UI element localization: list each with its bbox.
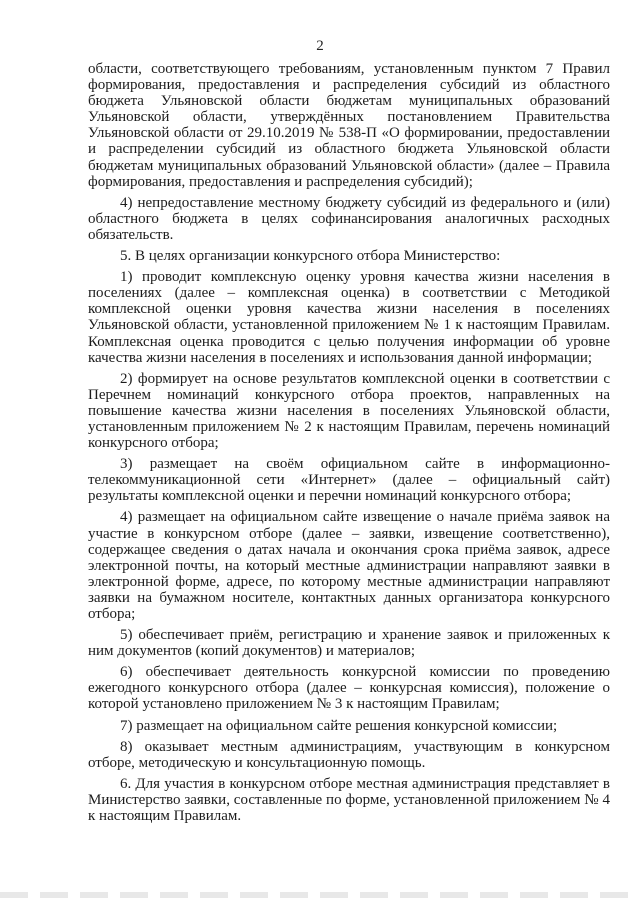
page-number: 2 (316, 38, 324, 54)
section-5-item-3: 3) размещает на своём официальном сайте в информационно-телекоммуникационной сети «Интернет» (далее – официальный сайт) результаты комплексной оценки и перечни номинаций конкурсного отбора; (88, 456, 610, 505)
section-5-item-4: 4) размещает на официальном сайте извещение о начале приёма заявок на участие в конкурсном отборе (далее – заявки, извещение соответственно), содержащее сведения о датах начала и окончания срока приёма заявок, адресе электронной почты, на который местные администрации направляют заявки в электронной форме, адресе, по которому местные администрации направляют заявки на бумажном носителе, контактных данных организатора конкурсного отбора; (88, 509, 610, 622)
section-5-item-2: 2) формирует на основе результатов комплексной оценки в соответствии с Перечнем номинаций конкурсного отбора проектов, направленных на повышение качества жизни населения в поселениях Ульяновской области, установленным приложением № 2 к настоящим Правилам, перечень номинаций конкурсного отбора; (88, 370, 610, 452)
section-5-heading: 5. В целях организации конкурсного отбора Министерство: (120, 248, 501, 265)
section-5-item-6: 6) обеспечивает деятельность конкурсной комиссии по проведению ежегодного конкурсного отбора (далее – конкурсная комиссия), положение о которой установлено приложением № 3 к настоящим Правилам; (88, 664, 610, 713)
paragraph-continuation: области, соответствующего требованиям, установленным пунктом 7 Правил формирования, предоставления и распределения субсидий из областного бюджета Ульяновской области бюджетам муниципальных образований Ульяновской области, утверждённых постановлением Правительства Ульяновской области от 29.10.2019 № 538-П «О формировании, предоставлении и распределении субсидий из областного бюджета Ульяновской области бюджетам муниципальных образований Ульяновской области» (далее – Правила формирования, предоставления и распределения субсидий); (88, 61, 610, 190)
section-5-item-8: 8) оказывает местным администрациям, участвующим в конкурсном отборе, методическую и консультационную помощь. (88, 738, 610, 771)
document-body (88, 61, 610, 829)
section-5-item-5: 5) обеспечивает приём, регистрацию и хранение заявок и приложенных к ним документов (копий документов) и материалов; (88, 627, 610, 660)
scan-artifact-line (0, 892, 640, 898)
section-5-item-1: 1) проводит комплексную оценку уровня качества жизни населения в поселениях (далее – комплексная оценка) в соответствии с Методикой комплексной оценки уровня качества жизни населения в поселениях Ульяновской области, установленной приложением № 1 к настоящим Правилам. Комплексная оценка проводится с целью получения информации об уровне качества жизни населения в поселениях и использования данной информации; (88, 269, 610, 366)
section-5-item-7: 7) размещает на официальном сайте решения конкурсной комиссии; (120, 717, 558, 734)
paragraph-item-4: 4) непредоставление местному бюджету субсидий из федерального и (или) областного бюджета в целях софинансирования аналогичных расходных обязательств. (88, 194, 610, 243)
section-6-paragraph: 6. Для участия в конкурсном отборе местная администрация представляет в Министерство заявки, составленные по форме, установленной приложением № 4 к настоящим Правилам. (88, 775, 610, 825)
